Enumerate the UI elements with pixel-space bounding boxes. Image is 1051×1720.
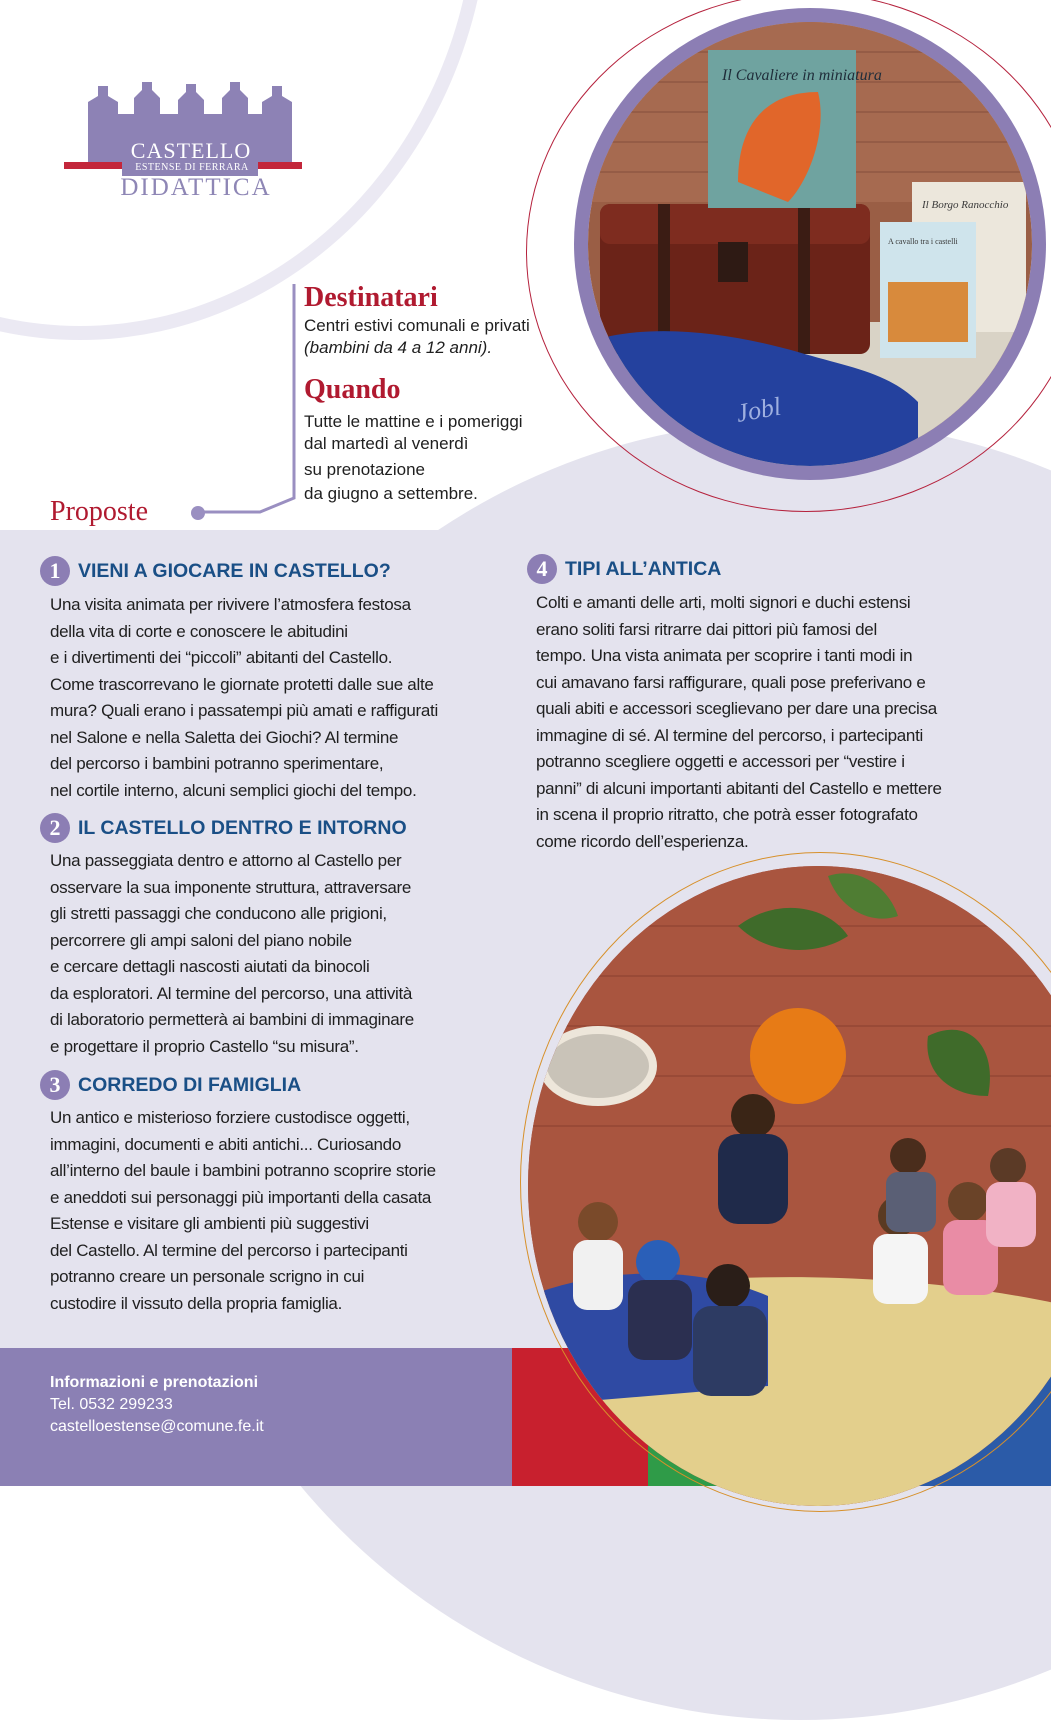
item-2-title xyxy=(40,813,407,843)
item-2-number: 2 xyxy=(40,813,70,843)
quando-line3: su prenotazione xyxy=(304,460,425,479)
book1-title: Il Cavaliere in miniatura xyxy=(722,67,882,84)
item-4-body: Colti e amanti delle arti, molti signori e duchi estensi erano soliti farsi ritrarre dai pittori più famosi del tempo. Una vista animata per scoprire i tanti modi in cui amavano farsi raffigurare, quali pose preferivano e quali abiti e accessori sceglievano per dare una precisa immagine di sé. Al termine del percorso, i partecipanti potranno scegliere oggetti e accessori per “vestire i panni” di alcuni importanti abitanti del Castello e mettere in scena il proprio ritratto, che potrà esser fotografato come ricordo dell’esperienza. xyxy=(536,593,942,851)
item-3-title-text: CORREDO DI FAMIGLIA xyxy=(78,1073,302,1096)
quando-line2: dal martedì al venerdì xyxy=(304,434,469,453)
book2-title: Il Borgo Ranocchio xyxy=(922,199,1009,211)
footer-label: Informazioni e prenotazioni xyxy=(50,1374,259,1391)
logo-estense-text: ESTENSE DI FERRARA xyxy=(135,162,249,173)
book3-title: A cavallo tra i castelli xyxy=(888,237,958,246)
item-3-body: Un antico e misterioso forziere custodisce oggetti, immagini, documenti e abiti antichi... Curiosando all’interno del baule i bambini potranno scoprire storie e aneddoti sui personaggi più importanti della casata Estense e visitare gli ambienti più suggestivi del Castello. Al termine del percorso i partecipanti potranno creare un personale scrigno in cui custodire il vissuto della propria famiglia. xyxy=(50,1108,436,1313)
item-4-title xyxy=(527,554,721,584)
blanket-text: Jobl xyxy=(734,391,784,428)
item-4-number: 4 xyxy=(527,554,557,584)
item-1-body: Una visita animata per rivivere l’atmosfera festosa della vita di corte e conoscere le abitudini e i divertimenti dei “piccoli” abitanti del Castello. Come trascorrevano le giornate protetti dalle sue alte mura? Quali erano i passatempi più amati e raffigurati nel Salone e nella Saletta dei Giochi? Al termine del percorso i bambini potranno sperimentare, nel cortile interno, alcuni semplici giochi del tempo. xyxy=(50,595,438,800)
quando-heading: Quando xyxy=(304,374,401,405)
item-1-title-text: VIENI A GIOCARE IN CASTELLO? xyxy=(78,559,391,582)
footer-contact-info xyxy=(50,1372,264,1438)
item-1-title xyxy=(40,556,391,586)
item-2-body: Una passeggiata dentro e attorno al Castello per osservare la sua imponente struttura, attraversare gli stretti passaggi che conducono alle prigioni, percorrere gli ampi saloni del piano nobile e cercare dettagli nascosti aiutati da binocoli da esploratori. Al termine del percorso, una attività di laboratorio permetterà ai bambini di immaginare e progettare il proprio Castello “su misura”. xyxy=(50,851,414,1056)
footer-phone: Tel. 0532 299233 xyxy=(50,1396,173,1413)
logo-didattica-text: DIDATTICA xyxy=(120,174,272,201)
logo-castello-text: CASTELLO xyxy=(130,138,252,163)
quando-line1: Tutte le mattine e i pomeriggi xyxy=(304,412,523,431)
item-2-title-text: IL CASTELLO DENTRO E INTORNO xyxy=(78,816,407,839)
destinatari-heading: Destinatari xyxy=(304,282,438,313)
footer-email[interactable]: castelloestense@comune.fe.it xyxy=(50,1418,264,1435)
destinatari-line2: (bambini da 4 a 12 anni). xyxy=(304,338,493,357)
quando-line4: da giugno a settembre. xyxy=(304,484,478,503)
destinatari-line1: Centri estivi comunali e privati xyxy=(304,316,530,335)
proposte-heading: Proposte xyxy=(50,496,148,527)
item-4-title-text: TIPI ALL’ANTICA xyxy=(565,557,722,580)
item-3-title xyxy=(40,1070,301,1100)
item-1-number: 1 xyxy=(40,556,70,586)
item-3-number: 3 xyxy=(40,1070,70,1100)
timeline-connector xyxy=(0,0,1051,560)
